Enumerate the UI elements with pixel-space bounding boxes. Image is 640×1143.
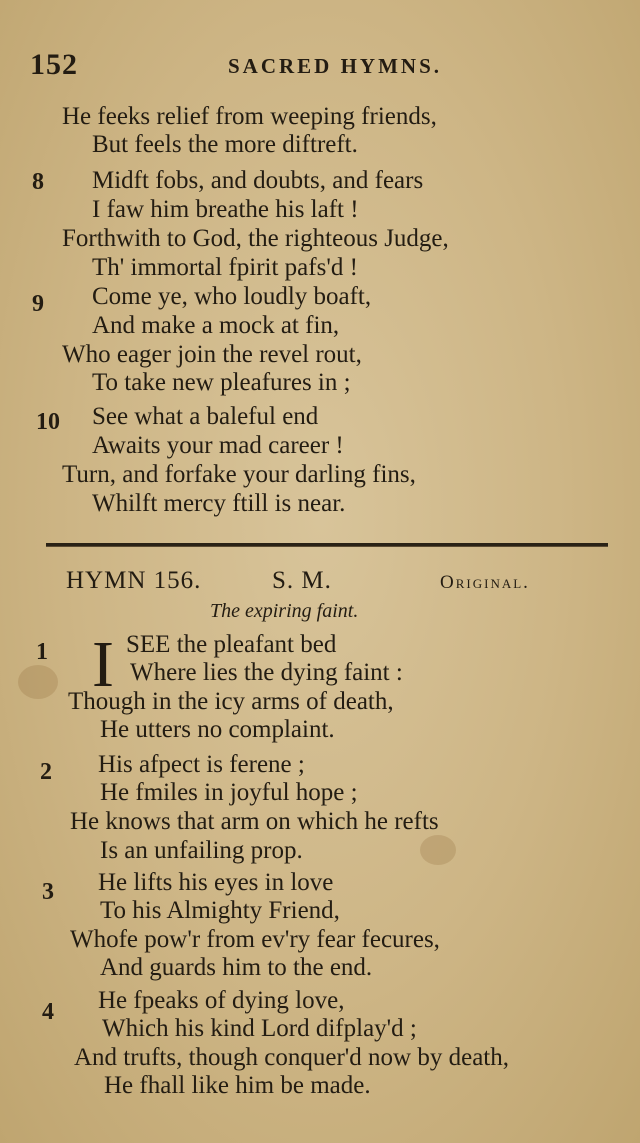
drop-cap: I — [92, 628, 114, 701]
verse-line: Th' immortal fpirit pafs'd ! — [92, 254, 358, 281]
section-divider — [46, 543, 608, 547]
verse-line: He fhall like him be made. — [104, 1072, 371, 1099]
verse-line: And trufts, though conquer'd now by death, — [74, 1044, 509, 1071]
paper-stain — [420, 835, 456, 865]
verse-line: And guards him to the end. — [100, 954, 373, 981]
verse-line: He feeks relief from weeping friends, — [62, 103, 437, 130]
page-number: 152 — [30, 48, 78, 81]
verse-line: And make a mock at fin, — [92, 312, 340, 339]
verse-line: Awaits your mad career ! — [92, 432, 344, 459]
verse-line: I faw him breathe his laft ! — [92, 196, 359, 223]
verse-line: Which his kind Lord difplay'd ; — [102, 1015, 417, 1042]
verse-line: Forthwith to God, the righteous Judge, — [62, 225, 449, 252]
hymn-meter: S. M. — [272, 567, 332, 594]
verse-line: Midft fobs, and doubts, and fears — [92, 167, 424, 194]
page-header — [30, 48, 610, 88]
hymn-subtitle: The expiring faint. — [210, 600, 359, 622]
verse-line: To his Almighty Friend, — [100, 897, 340, 924]
verse-line: Is an unfailing prop. — [100, 837, 303, 864]
paper-stain — [18, 665, 58, 699]
stanza-number: 2 — [40, 759, 52, 785]
hymn-source: Original. — [440, 572, 530, 593]
verse-line: Who eager join the revel rout, — [62, 341, 362, 368]
stanza-number: 9 — [32, 291, 44, 317]
verse-line: He knows that arm on which he refts — [70, 808, 439, 835]
running-head: SACRED HYMNS. — [228, 54, 443, 78]
stanza-number: 4 — [42, 999, 54, 1025]
verse-line: To take new pleafures in ; — [92, 369, 351, 396]
verse-line: But feels the more diftreft. — [92, 131, 358, 158]
stanza-number: 10 — [36, 409, 60, 435]
verse-line: He lifts his eyes in love — [98, 869, 334, 896]
verse-line: His afpect is ferene ; — [98, 751, 305, 778]
stanza-number: 1 — [36, 639, 48, 665]
verse-line: He utters no complaint. — [100, 716, 335, 743]
verse-line: He fpeaks of dying love, — [98, 987, 345, 1014]
verse-line: Whofe pow'r from ev'ry fear fecures, — [70, 926, 440, 953]
verse-line: He fmiles in joyful hope ; — [100, 779, 358, 806]
stanza-number: 3 — [42, 879, 54, 905]
verse-line: Whilft mercy ftill is near. — [92, 490, 346, 517]
verse-line: Where lies the dying faint : — [130, 659, 403, 686]
verse-line: SEE the pleafant bed — [126, 631, 337, 658]
verse-line: See what a baleful end — [92, 403, 319, 430]
verse-line: Though in the icy arms of death, — [68, 688, 394, 715]
verse-line: Turn, and forfake your darling fins, — [62, 461, 416, 488]
stanza-number: 8 — [32, 169, 44, 195]
verse-line: Come ye, who loudly boaft, — [92, 283, 372, 310]
hymn-label: HYMN 156. — [66, 567, 202, 594]
